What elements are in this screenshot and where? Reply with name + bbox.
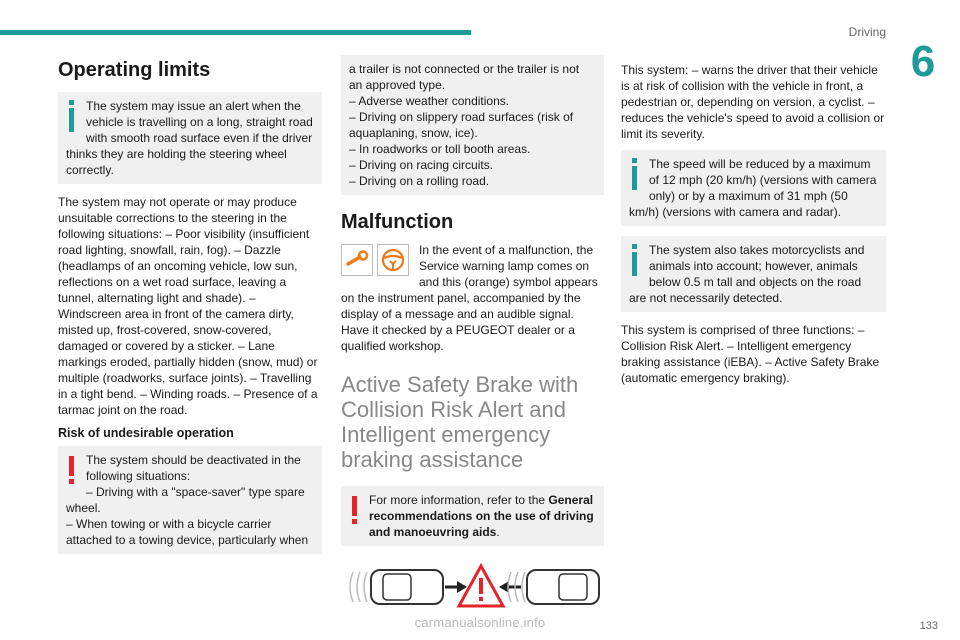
chapter-number: 6 — [910, 37, 936, 86]
limits-paragraph — [58, 194, 322, 418]
text-line: – Intelligent emergency braking assistance — [621, 339, 852, 369]
warning-icon — [349, 494, 361, 526]
text-line: and this (orange) symbol appears on the — [341, 275, 598, 305]
text-line: – Dazzle (headlamps of an oncoming vehicle, — [58, 243, 281, 273]
text-line: – Active Safety Brake (automatic emergency — [621, 355, 880, 385]
more-info-text: For more information, refer to the — [369, 493, 546, 507]
column-2 — [341, 55, 604, 617]
text-line: following situations: — [86, 469, 191, 483]
text-line: – Adverse weather conditions. — [349, 94, 510, 108]
more-info-reference: General recommendations on the use of driving and manoeuvring aids — [369, 493, 594, 539]
text-line: Have it checked by a PEUGEOT dealer or a — [341, 323, 575, 337]
text-line: – Poor visibility (insufficient road lighting, — [58, 227, 310, 257]
text-line: instrument panel, accompanied by the display of — [341, 291, 581, 321]
text-line: qualified workshop. — [341, 339, 444, 353]
column-3 — [621, 62, 886, 394]
service-wrench-icon — [341, 244, 373, 276]
text-line: depending on version, a cyclist. — [697, 95, 865, 109]
text-line: – In roadworks or toll booth areas. — [349, 142, 531, 156]
warning-box-more-info — [341, 486, 604, 546]
text-line: The system may not operate or may produce — [58, 195, 297, 209]
text-line: low sun, reflections on a wet road surface, — [58, 259, 298, 289]
warning-box-continued — [341, 55, 604, 195]
operating-limits-title: Operating limits — [58, 59, 211, 81]
text-line: This system: — [621, 63, 689, 77]
text-line: collision with the vehicle in front, a pedestrian or, — [621, 79, 864, 109]
text-line: In the event of a malfunction, the — [419, 243, 594, 257]
text-line: following situations: — [58, 227, 163, 241]
info-box-speed — [621, 150, 886, 226]
malfunction-title: Malfunction — [341, 211, 454, 233]
text-period: . — [496, 525, 500, 539]
warning-icon — [66, 454, 78, 486]
active-safety-brake-title: Active Safety Brake with Collision Risk Alert and Intelligent emergency braking assistance — [341, 372, 579, 472]
text-line: – reduces the vehicle's speed to avoid a — [621, 95, 875, 125]
text-line: The system should be deactivated in the — [86, 453, 301, 467]
system-paragraph — [621, 62, 886, 142]
page-number: 133 — [919, 620, 938, 632]
text-line: aquaplaning, snow, ice). — [349, 126, 478, 140]
info-icon — [66, 100, 78, 132]
text-line: braking). — [743, 371, 790, 385]
text-line: mud) or multiple (roadworks, surface joints). — [58, 355, 318, 385]
collision-illustration — [341, 562, 604, 617]
text-line: an approved type. — [349, 78, 446, 92]
info-text: The system may issue an alert when the vehicle is travelling on a long, straight road with smooth road surface even if the driver thinks they are holding the steering wheel correctly. — [66, 99, 313, 177]
info-text: The speed will be reduced by a maximum of 12 mph (20 km/h) (versions with camera only) or by a maximum of 31 mph (50 km/h) (versions with camera and radar). — [629, 157, 877, 219]
text-line: – Presence of a tarmac joint on the road. — [58, 387, 318, 417]
malfunction-block — [341, 242, 604, 354]
steering-wheel-icon — [377, 244, 409, 276]
text-line: – Travelling in a tight bend. — [58, 371, 312, 401]
text-line: collision or limit its severity. — [621, 111, 885, 141]
watermark: carmanualsonline.info — [414, 615, 546, 630]
risk-subtitle: Risk of undesirable operation — [58, 426, 234, 440]
warning-lamps — [341, 244, 411, 276]
header-accent-bar — [0, 30, 471, 35]
info-box-motorcyclists — [621, 236, 886, 312]
text-line: damaged or covered by a sticker. — [58, 339, 235, 353]
text-line: – When towing or with a bicycle carrier — [66, 517, 272, 531]
info-icon — [629, 158, 641, 190]
text-line: unsuitable corrections to the steering in the — [58, 211, 287, 225]
text-line: snowfall, rain, fog). — [130, 243, 231, 257]
info-text: The system also takes motorcyclists and animals into account; however, animals below 0.5 m tall and objects on the road are not necessarily detected. — [629, 243, 865, 305]
text-line: leaving a tunnel, alternating light and shade). — [58, 275, 287, 305]
text-line: – Driving on slippery road surfaces (risk of — [349, 110, 574, 124]
section-name: Driving — [848, 25, 886, 39]
info-box-alert — [58, 92, 322, 184]
text-line: This system is comprised of three functions: — [621, 323, 855, 337]
text-line: dirty, misted up, frost-covered, snow-covered, — [58, 307, 294, 337]
text-line: a trailer is not connected or the trailer is not — [349, 62, 580, 76]
text-line: a message and an audible signal. — [395, 307, 574, 321]
text-line: – Driving on a rolling road. — [349, 174, 490, 188]
text-line: (iEBA). — [723, 355, 762, 369]
info-icon — [629, 244, 641, 276]
text-line: attached to a towing device, particularly when — [66, 533, 309, 547]
functions-paragraph — [621, 322, 886, 386]
text-line: – Lane markings eroded, partially hidden (snow, — [58, 339, 275, 369]
text-line: wheel. — [66, 501, 101, 515]
text-line: Service warning lamp comes on — [419, 259, 590, 273]
text-line: – Winding roads. — [140, 387, 231, 401]
text-line: – Windscreen area in front of the camera — [58, 291, 266, 321]
text-line: – Collision Risk Alert. — [621, 323, 865, 353]
column-1 — [58, 55, 322, 564]
text-line: – warns the driver that their vehicle is at risk of — [621, 63, 878, 93]
text-line: – Driving with a "space-saver" type spare — [86, 485, 305, 499]
text-line: – Driving on racing circuits. — [349, 158, 494, 172]
warning-box-deactivate — [58, 446, 322, 554]
